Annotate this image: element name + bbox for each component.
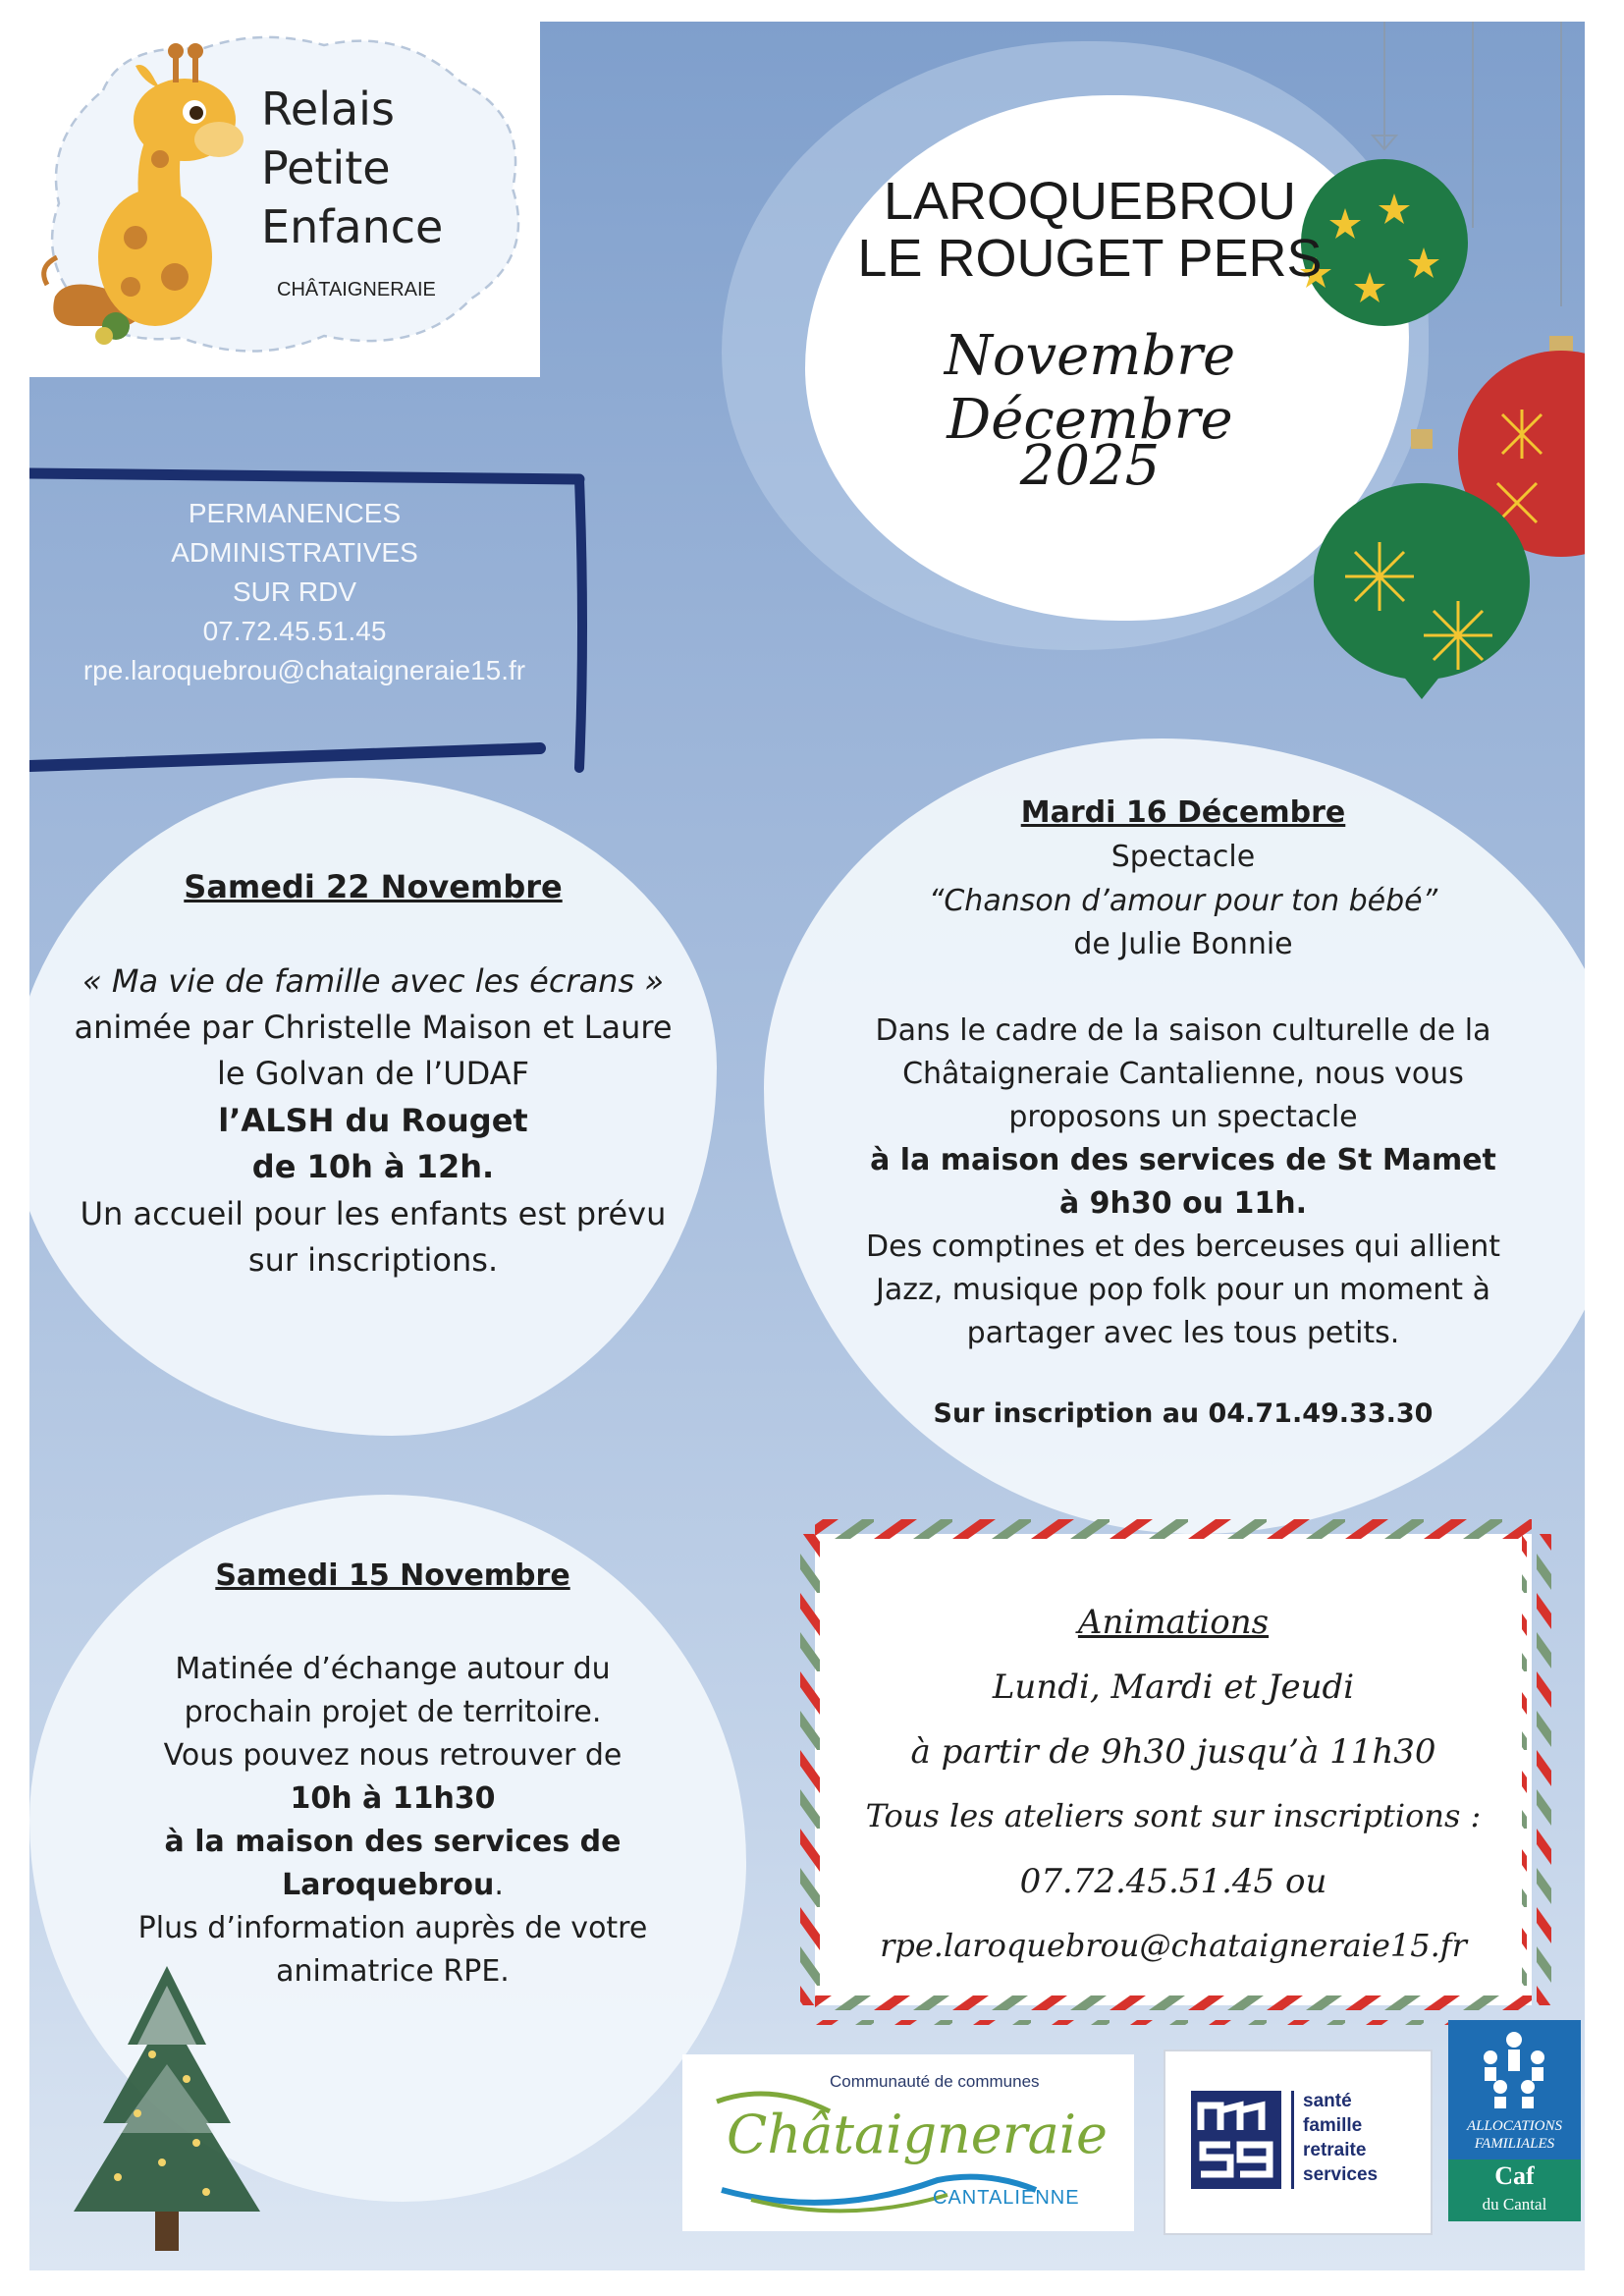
msa-letters-icon bbox=[1191, 2091, 1281, 2189]
nov22-venue: l’ALSH du Rouget bbox=[218, 1102, 528, 1139]
giraffe-icon bbox=[37, 31, 253, 355]
caf-line3: Caf bbox=[1494, 2161, 1535, 2190]
dec16-para6: Des comptines et des berceuses qui allient bbox=[866, 1230, 1500, 1264]
caf-family-icon bbox=[1473, 2028, 1556, 2111]
dec16-line3: de Julie Bonnie bbox=[1073, 927, 1293, 961]
title-town1: LAROQUEBROU bbox=[883, 172, 1297, 231]
dec16-line2: “Chanson d’amour pour ton bébé” bbox=[928, 884, 1438, 918]
admin-line2: ADMINISTRATIVES bbox=[171, 537, 418, 568]
dec16-venue: à la maison des services de St Mamet bbox=[870, 1143, 1496, 1177]
ccc-top-label: Communauté de communes bbox=[830, 2072, 1040, 2091]
nov15-line7: Plus d’information auprès de votre bbox=[137, 1911, 648, 1945]
nov22-heading: Samedi 22 Novembre bbox=[184, 868, 563, 905]
admin-phone: 07.72.45.51.45 bbox=[202, 616, 387, 646]
christmas-tree-icon bbox=[59, 1966, 275, 2270]
nov22-line1-text: « Ma vie de famille avec les écrans » bbox=[81, 962, 665, 1000]
msa-logo bbox=[1164, 2050, 1433, 2235]
animations-phone: 07.72.45.51.45 ou bbox=[1019, 1862, 1327, 1901]
nov15-venue: à la maison des services de bbox=[164, 1825, 622, 1859]
nov15-period: . bbox=[494, 1868, 504, 1902]
caf-line2: FAMILIALES bbox=[1474, 2136, 1555, 2152]
dec16-time: à 9h30 ou 11h. bbox=[1058, 1186, 1308, 1221]
logo-subtitle: CHÂTAIGNERAIE bbox=[277, 279, 436, 301]
nov15-line3: Vous pouvez nous retrouver de bbox=[163, 1738, 623, 1773]
animations-note: Tous les ateliers sont sur inscriptions : bbox=[865, 1797, 1482, 1834]
nov15-line1: Matinée d’échange autour du bbox=[175, 1652, 611, 1686]
dec16-para3: proposons un spectacle bbox=[1008, 1100, 1358, 1134]
caf-line1: ALLOCATIONS bbox=[1467, 2118, 1562, 2134]
nov15-line2: prochain projet de territoire. bbox=[184, 1695, 602, 1729]
animations-days: Lundi, Mardi et Jeudi bbox=[992, 1667, 1355, 1707]
caf-line4: du Cantal bbox=[1482, 2195, 1547, 2214]
nov15-time: 10h à 11h30 bbox=[290, 1781, 496, 1816]
relais-logo bbox=[29, 22, 540, 377]
admin-line1: PERMANENCES bbox=[188, 498, 402, 528]
nov22-line1 bbox=[39, 962, 707, 1000]
nov22-time: de 10h à 12h. bbox=[251, 1148, 495, 1185]
title-year: 2025 bbox=[1019, 434, 1161, 498]
caf-logo bbox=[1448, 2020, 1581, 2221]
nov22-line3: le Golvan de l’UDAF bbox=[216, 1055, 530, 1092]
dec16-line1: Spectacle bbox=[1110, 840, 1256, 874]
ccc-name: Châtaigneraie bbox=[727, 2104, 1108, 2165]
nov15-venue-town bbox=[69, 1868, 717, 1902]
poster bbox=[29, 22, 1585, 2270]
logo-line2: Petite bbox=[261, 141, 391, 194]
animations-time: à partir de 9h30 jusqu’à 11h30 bbox=[910, 1732, 1436, 1772]
logo-line1: Relais bbox=[261, 82, 395, 136]
dec16-para1: Dans le cadre de la saison culturelle de la bbox=[875, 1013, 1491, 1048]
dec16-para8: partager avec les tous petits. bbox=[966, 1316, 1400, 1350]
nov22-line2: animée par Christelle Maison et Laure bbox=[74, 1009, 673, 1046]
animations-title: Animations bbox=[1077, 1603, 1270, 1642]
nov22-line6: Un accueil pour les enfants est prévu bbox=[80, 1195, 667, 1232]
msa-divider bbox=[1291, 2091, 1294, 2189]
msa-line1: santé bbox=[1303, 2091, 1352, 2111]
admin-line3: SUR RDV bbox=[232, 576, 356, 607]
dec16-para2: Châtaigneraie Cantalienne, nous vous bbox=[902, 1057, 1464, 1091]
dec16-para7: Jazz, musique pop folk pour un moment à bbox=[876, 1273, 1490, 1307]
nov15-town: Laroquebrou bbox=[282, 1868, 495, 1902]
admin-email: rpe.laroquebrou@chataigneraie15.fr bbox=[82, 655, 526, 685]
title-town2: LE ROUGET PERS bbox=[857, 229, 1323, 288]
msa-line3: retraite bbox=[1303, 2140, 1367, 2160]
logo-line3: Enfance bbox=[261, 200, 444, 253]
ccc-logo bbox=[682, 2054, 1134, 2231]
nov15-line8: animatrice RPE. bbox=[276, 1954, 510, 1989]
msa-line2: famille bbox=[1303, 2115, 1363, 2136]
msa-line4: services bbox=[1303, 2164, 1379, 2185]
dec16-signup: Sur inscription au 04.71.49.33.30 bbox=[933, 1398, 1434, 1429]
dec16-heading: Mardi 16 Décembre bbox=[1020, 795, 1346, 830]
animations-email: rpe.laroquebrou@chataigneraie15.fr bbox=[880, 1927, 1467, 1964]
nov15-heading: Samedi 15 Novembre bbox=[215, 1558, 570, 1593]
ccc-sub: CANTALIENNE bbox=[933, 2187, 1080, 2209]
title-months: Novembre Décembre bbox=[944, 324, 1236, 452]
nov22-line7: sur inscriptions. bbox=[247, 1241, 499, 1279]
